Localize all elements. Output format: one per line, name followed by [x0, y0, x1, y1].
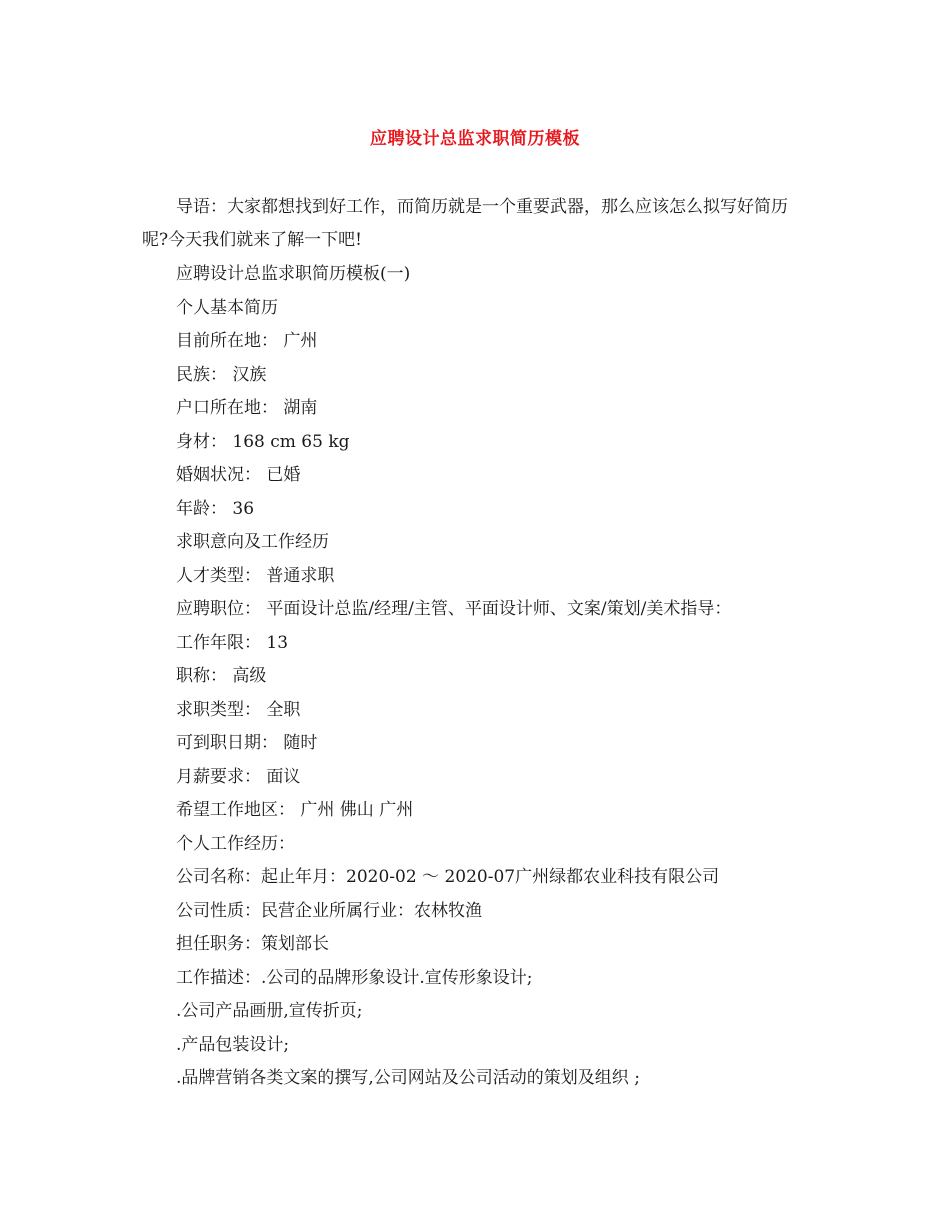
field-job-title: 职称： 高级: [176, 666, 267, 686]
section-heading-template: 应聘设计总监求职简历模板(一): [176, 264, 411, 284]
field-job-type: 求职类型： 全职: [176, 699, 301, 720]
resume-lines: [176, 258, 816, 1096]
field-current-location: 目前所在地： 广州: [176, 331, 318, 351]
field-household-registration: 户口所在地： 湖南: [176, 398, 318, 418]
field-available-date: 可到职日期： 随时: [176, 733, 318, 753]
field-position-applied: 应聘职位： 平面设计总监/经理/主管、平面设计师、文案/策划/美术指导：: [176, 599, 732, 619]
field-salary-expectation: 月薪要求： 面议: [176, 766, 301, 787]
field-age: 年龄： 36: [176, 498, 255, 519]
job-duty-item: .产品包装设计;: [176, 1034, 290, 1055]
field-preferred-area: 希望工作地区： 广州 佛山 广州: [176, 800, 414, 820]
intro-paragraph: 导语：大家都想找到好工作，而简历就是一个重要武器，那么应该怎么拟写好简历呢?今天我们就来了解一下吧!: [142, 197, 788, 250]
section-heading-work-experience: 个人工作经历：: [176, 833, 295, 854]
field-height-weight: 身材： 168 cm 65 kg: [176, 431, 350, 452]
field-ethnicity: 民族： 汉族: [176, 364, 267, 385]
field-work-years: 工作年限： 13: [176, 632, 289, 653]
field-marital-status: 婚姻状况： 已婚: [176, 465, 301, 485]
document-title: 应聘设计总监求职简历模板: [370, 129, 580, 149]
field-talent-type: 人才类型： 普通求职: [176, 565, 335, 586]
field-company-name: 公司名称：起止年月：2020-02 ～ 2020-07广州绿都农业科技有限公司: [176, 867, 720, 887]
section-heading-job-intention: 求职意向及工作经历: [176, 532, 329, 552]
field-company-nature: 公司性质：民营企业所属行业：农林牧渔: [176, 900, 482, 921]
job-duty-item: .公司产品画册,宣传折页;: [176, 1001, 363, 1021]
section-heading-basic-info: 个人基本简历: [176, 297, 278, 318]
field-position-held: 担任职务：策划部长: [176, 934, 329, 954]
field-job-description: 工作描述：.公司的品牌形象设计.宣传形象设计;: [176, 967, 533, 988]
job-duty-item: .品牌营销各类文案的撰写,公司网站及公司活动的策划及组织 ;: [176, 1068, 640, 1088]
